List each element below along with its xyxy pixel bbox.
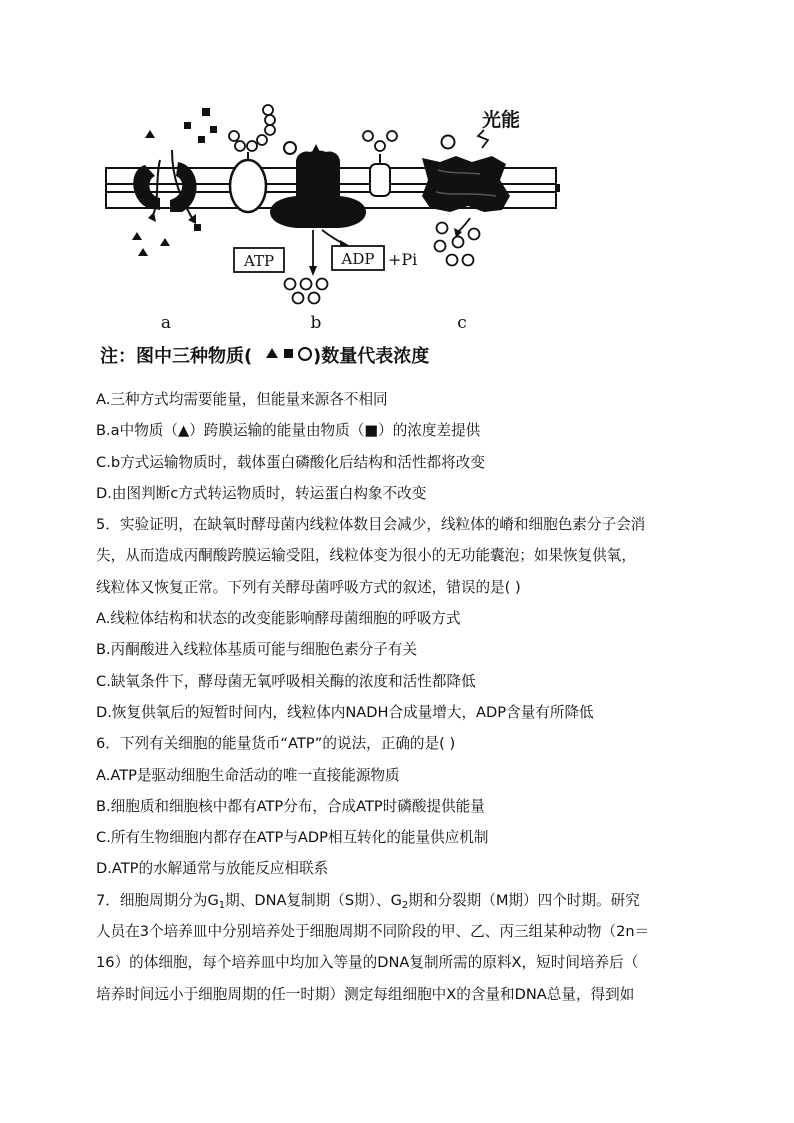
atp-box [234, 248, 284, 272]
membrane-transport-figure [100, 100, 570, 375]
substance-circles-c [435, 223, 480, 266]
q7-stem: 7．细胞周期分为$G_1$期、DNA复制期（S期）、$G_2$期和分裂期（M期）四个时期。研究 [96, 891, 640, 911]
svg-text:注：图中三种物质(: 注：图中三种物质( [100, 346, 253, 367]
svg-text:ADP: ADP [341, 250, 375, 268]
question-text [96, 384, 712, 1010]
q6-option-d: D.ATP的水解通常与放能反应相联系 [96, 860, 329, 878]
q6-stem: 6．下列有关细胞的能量货币“ATP”的说法，正确的是( ) [96, 735, 456, 753]
q7-stem: 人员在3个培养皿中分别培养处于细胞周期不同阶段的甲、乙、丙三组某种动物（2n＝ [96, 923, 650, 941]
q5-stem: 线粒体又恢复正常。下列有关酵母菌呼吸方式的叙述，错误的是( ) [96, 578, 521, 596]
substance-circles-b [285, 279, 328, 304]
q5-stem: 5．实验证明，在缺氧时酵母菌内线粒体数目会减少，线粒体的嵴和细胞色素分子会消 [96, 516, 646, 534]
q6-option-c: C.所有生物细胞内都存在ATP与ADP相互转化的能量供应机制 [96, 829, 489, 847]
q7-stem: 培养时间远小于细胞周期的任一时期）测定每组细胞中X的含量和DNA总量，得到如 [96, 985, 635, 1003]
label-a: a [160, 313, 172, 333]
svg-text:ATP: ATP [243, 252, 275, 270]
q5-option-b: B.丙酮酸进入线粒体基质可能与细胞色素分子有关 [96, 641, 418, 659]
q4-option-d: D.由图判断c方式转运物质时，转运蛋白构象不改变 [96, 484, 427, 502]
q4-option-a: A.三种方式均需要能量，但能量来源各不相同 [96, 391, 388, 408]
adp-box [332, 246, 417, 270]
q4-option-b: B.a中物质（▲）跨膜运输的能量由物质（■）的浓度差提供 [96, 422, 481, 440]
q6-option-b: B.细胞质和细胞核中都有ATP分布，合成ATP时磷酸提供能量 [96, 797, 485, 815]
q6-option-a: A.ATP是驱动细胞生命活动的唯一直接能源物质 [96, 766, 400, 784]
q5-stem: 失，从而造成丙酮酸跨膜运输受阻，线粒体变为很小的无功能囊泡；如果恢复供氧， [96, 547, 636, 565]
svg-text:+Pi: +Pi [388, 250, 418, 269]
figure-note [100, 345, 429, 367]
q4-option-c: C.b方式运输物质时，载体蛋白磷酸化后结构和活性都将改变 [96, 453, 485, 471]
q5-option-a: A.线粒体结构和状态的改变能影响酵母菌细胞的呼吸方式 [96, 610, 461, 628]
label-b: b [310, 313, 322, 333]
svg-text:光能: 光能 [482, 109, 521, 131]
label-c: c [457, 313, 467, 333]
q5-option-c: C.缺氧条件下，酵母菌无氧呼吸相关酶的浓度和活性都降低 [96, 672, 476, 690]
q5-option-d: D.恢复供氧后的短暂时间内，线粒体内NADH合成量增大，ADP含量有所降低 [96, 703, 594, 721]
transporter-c [422, 130, 510, 238]
svg-text:)数量代表浓度: )数量代表浓度 [313, 346, 430, 367]
q7-stem: 16）的体细胞，每个培养皿中均加入等量的DNA复制所需的原料X，短时间培养后（ [96, 954, 639, 972]
